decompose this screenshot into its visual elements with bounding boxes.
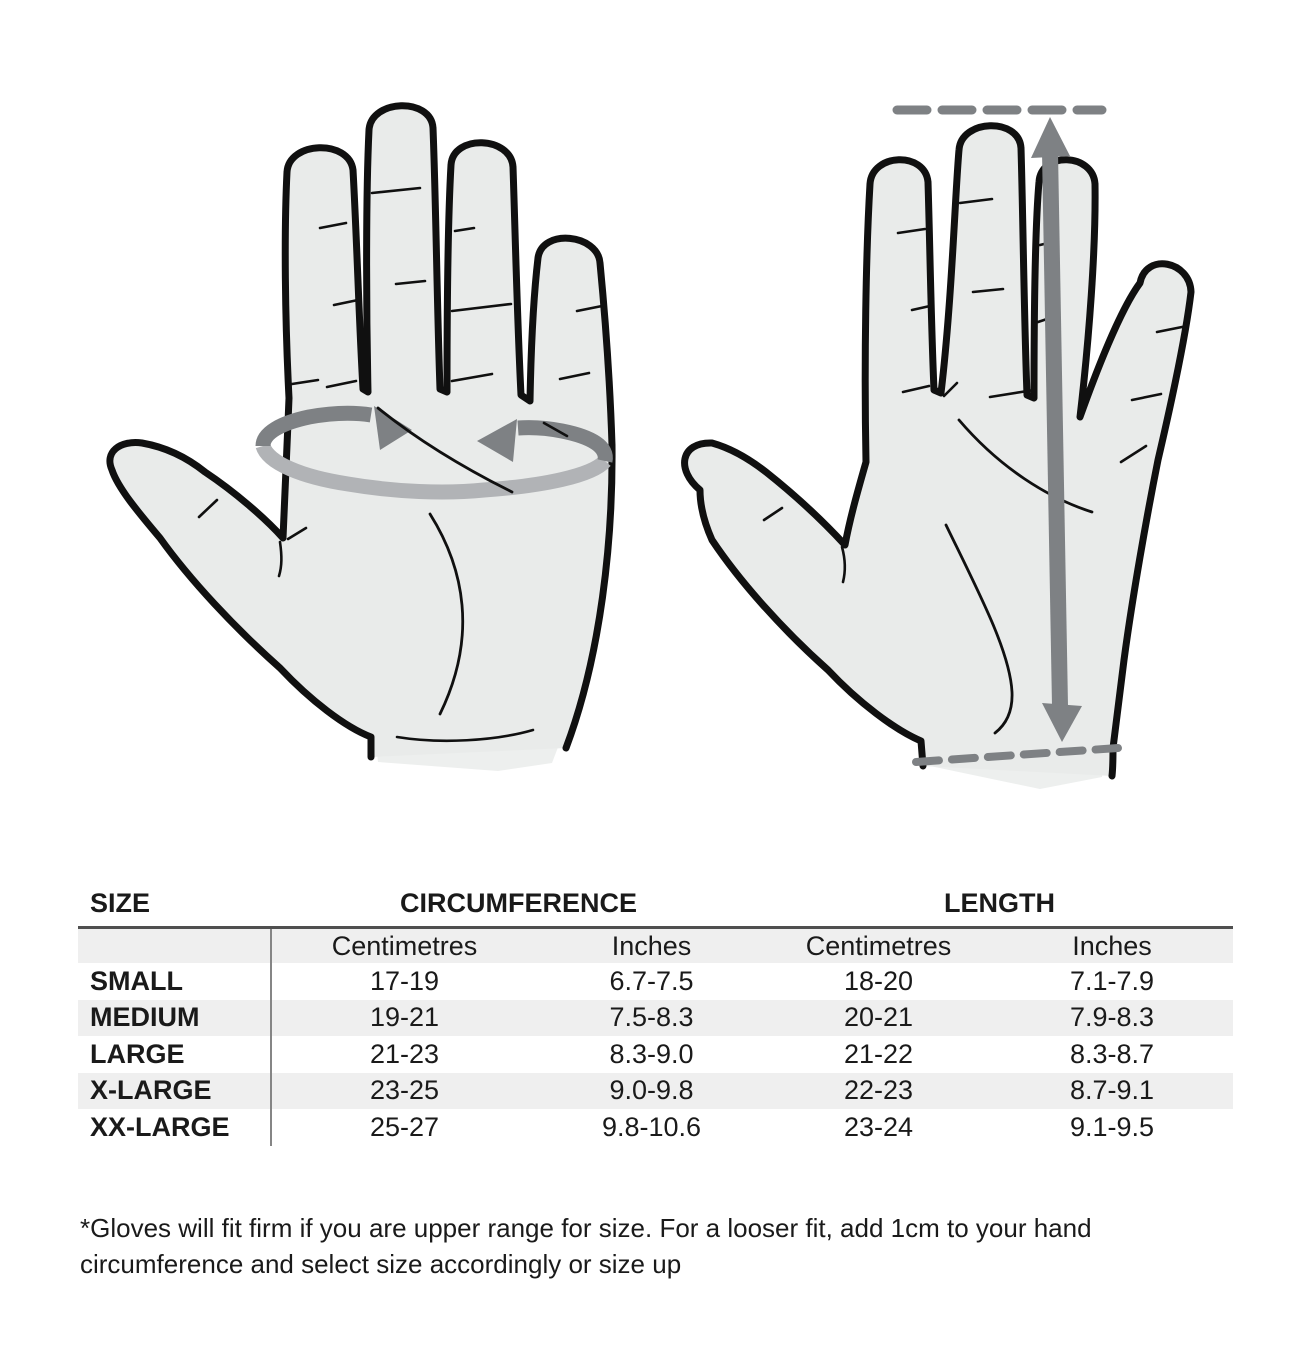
value-cell: 6.7-7.5	[609, 965, 694, 996]
value-cell: 18-20	[843, 965, 914, 996]
size-label: X-LARGE	[90, 1075, 212, 1106]
length-in-header: Inches	[991, 928, 1233, 964]
value-cell: 7.1-7.9	[1069, 965, 1155, 996]
circumference-in-header: Inches	[537, 928, 766, 964]
circumference-cm-header: Centimetres	[271, 928, 537, 964]
circumference-column-header: CIRCUMFERENCE	[271, 884, 766, 928]
table-subheader-row	[78, 928, 1233, 964]
value-cell: 22-23	[843, 1075, 914, 1106]
fit-note: *Gloves will fit firm if you are upper range for size. For a looser fit, add 1cm to your hand circumference and select size accordingly or size up	[80, 1213, 1092, 1279]
size-table	[78, 884, 1233, 1146]
size-label: MEDIUM	[90, 1002, 200, 1033]
table-header-row	[78, 884, 1233, 928]
value-cell: 8.3-8.7	[1069, 1038, 1155, 1069]
value-cell: 25-27	[271, 1109, 537, 1146]
right-hand-outline	[685, 126, 1191, 776]
length-arrow-shaft	[1050, 152, 1060, 706]
length-hand-illustration	[685, 110, 1191, 789]
length-arrow-up-head-icon	[1031, 117, 1070, 158]
length-cm-header: Centimetres	[766, 928, 991, 964]
value-cell: 23-25	[271, 1073, 537, 1110]
value-cell: 9.0-9.8	[609, 1075, 694, 1106]
table-row-small	[78, 963, 1233, 1000]
value-cell: 19-21	[271, 1000, 537, 1037]
table-row-x-large	[78, 1073, 1233, 1110]
value-cell: 9.1-9.5	[1069, 1111, 1155, 1142]
size-label: LARGE	[90, 1038, 185, 1069]
table-row-large	[78, 1036, 1233, 1073]
circumference-hand-illustration	[110, 106, 612, 771]
table-row-xx-large	[78, 1109, 1233, 1146]
empty-subheader-cell	[78, 928, 271, 964]
size-label: SMALL	[90, 965, 183, 996]
value-cell: 7.9-8.3	[1069, 1002, 1155, 1033]
value-cell: 8.7-9.1	[1069, 1075, 1155, 1106]
value-cell: 17-19	[271, 963, 537, 1000]
value-cell: 7.5-8.3	[609, 1002, 694, 1033]
value-cell: 21-22	[843, 1038, 914, 1069]
value-cell: 9.8-10.6	[601, 1111, 702, 1142]
value-cell: 21-23	[271, 1036, 537, 1073]
value-cell: 23-24	[843, 1111, 914, 1142]
table-row-medium	[78, 1000, 1233, 1037]
size-column-header: SIZE	[78, 884, 271, 928]
value-cell: 8.3-9.0	[609, 1038, 694, 1069]
length-column-header: LENGTH	[766, 884, 1233, 928]
value-cell: 20-21	[843, 1002, 914, 1033]
size-label: XX-LARGE	[90, 1111, 230, 1142]
